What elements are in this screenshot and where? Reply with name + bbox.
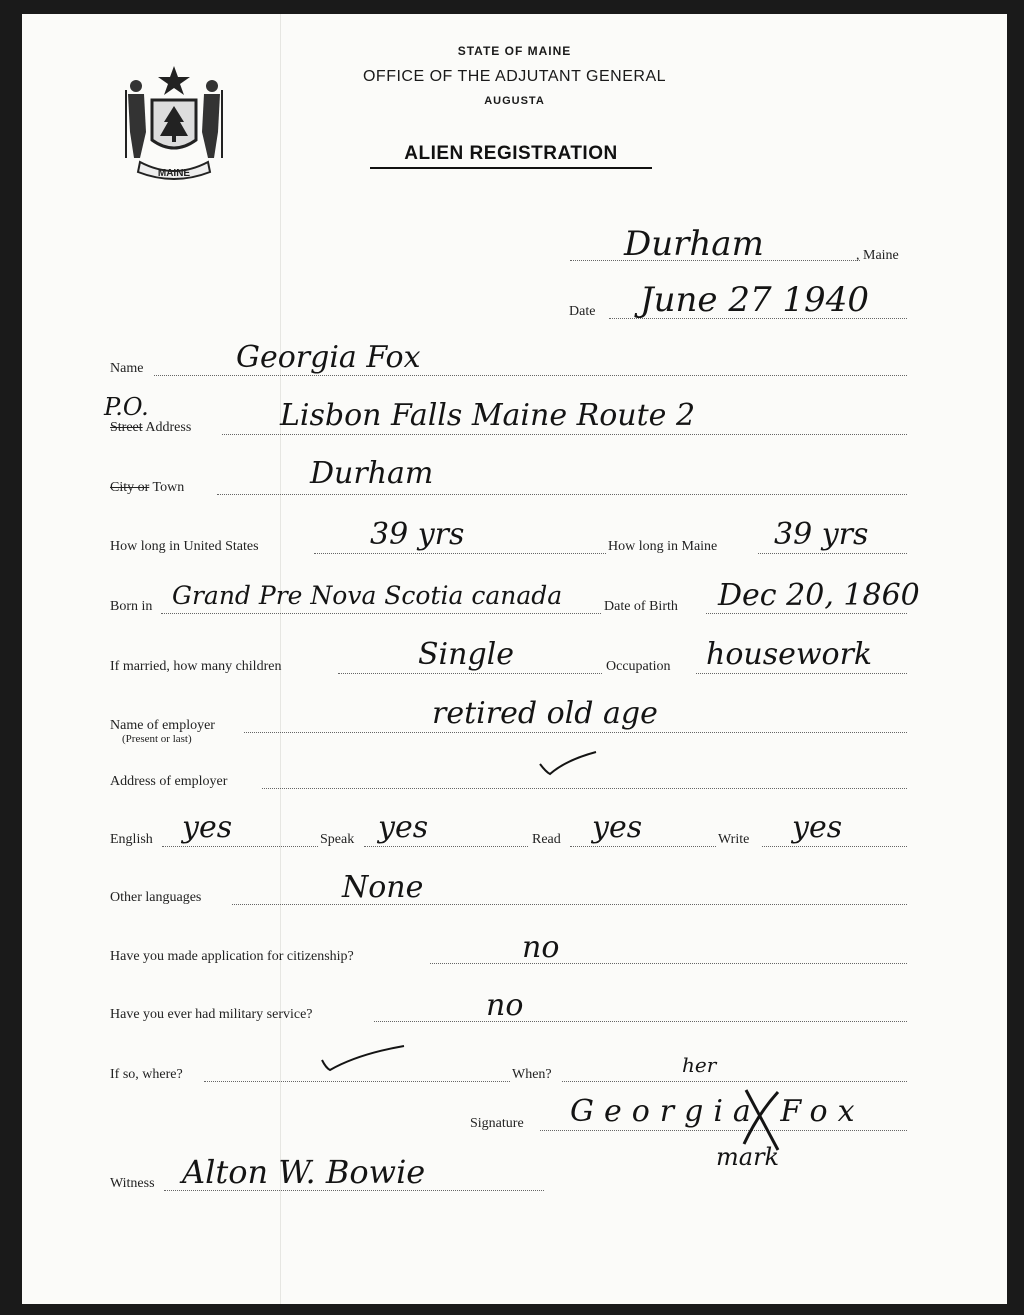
- where-line: [204, 1081, 510, 1082]
- occupation-value: housework: [706, 637, 873, 672]
- date-value: June 27 1940: [640, 280, 869, 320]
- other-languages-label: Other languages: [110, 890, 202, 905]
- state-heading: STATE OF MAINE: [457, 44, 572, 58]
- office-heading: OFFICE OF THE ADJUTANT GENERAL: [362, 68, 667, 85]
- citizenship-value: no: [522, 930, 560, 965]
- town-value: Durham: [310, 456, 434, 491]
- town-label-text: Town: [152, 480, 185, 495]
- when-label: When?: [512, 1067, 552, 1082]
- read-value: yes: [592, 810, 643, 845]
- date-label: Date: [569, 304, 596, 319]
- children-value: Single: [418, 637, 515, 672]
- address-prefix: P.O.: [104, 393, 149, 421]
- signature-label: Signature: [470, 1116, 524, 1131]
- read-label: Read: [532, 832, 561, 847]
- occupation-line: [696, 673, 907, 674]
- military-line: [374, 1021, 907, 1022]
- town-line: [217, 494, 907, 495]
- citizenship-line: [430, 963, 907, 964]
- english-value: yes: [182, 810, 233, 845]
- location-value: Durham: [624, 224, 764, 264]
- signature-line: [540, 1130, 907, 1131]
- write-label: Write: [718, 832, 750, 847]
- maine-duration-value: 39 yrs: [774, 517, 869, 552]
- struck-city: City or: [110, 480, 150, 495]
- where-label: If so, where?: [110, 1067, 183, 1082]
- english-line: [162, 846, 318, 847]
- english-label: English: [110, 832, 153, 847]
- name-value: Georgia Fox: [236, 340, 421, 375]
- dob-line: [706, 613, 907, 614]
- check-mark-icon: [318, 1044, 408, 1074]
- address-label-text: Address: [145, 420, 192, 435]
- other-languages-value: None: [342, 870, 424, 905]
- us-duration-line: [314, 553, 606, 554]
- born-line: [161, 613, 601, 614]
- born-label: Born in: [110, 599, 153, 614]
- military-value: no: [486, 988, 524, 1023]
- write-value: yes: [792, 810, 843, 845]
- employer-address-label: Address of employer: [110, 774, 228, 789]
- signature-note-below: mark: [716, 1143, 780, 1171]
- read-line: [570, 846, 716, 847]
- name-line: [154, 375, 907, 376]
- write-line: [762, 846, 907, 847]
- speak-label: Speak: [320, 832, 355, 847]
- employer-label: Name of employer: [110, 718, 215, 733]
- us-duration-label: How long in United States: [110, 539, 259, 554]
- born-value: Grand Pre Nova Scotia canada: [172, 581, 563, 610]
- other-languages-line: [232, 904, 907, 905]
- military-label: Have you ever had military service?: [110, 1007, 313, 1022]
- city-heading: AUGUSTA: [484, 95, 545, 107]
- employer-line: [244, 732, 907, 733]
- employer-sublabel: (Present or last): [122, 733, 192, 745]
- us-duration-value: 39 yrs: [370, 517, 465, 552]
- address-value: Lisbon Falls Maine Route 2: [280, 398, 696, 433]
- children-label: If married, how many children: [110, 659, 282, 674]
- form-title: ALIEN REGISTRATION: [370, 143, 652, 169]
- dob-label: Date of Birth: [604, 599, 678, 614]
- employer-address-line: [262, 788, 907, 789]
- children-line: [338, 673, 602, 674]
- witness-label: Witness: [110, 1176, 155, 1191]
- when-line: [562, 1081, 907, 1082]
- maine-duration-label: How long in Maine: [608, 539, 718, 554]
- employer-value: retired old age: [432, 696, 658, 731]
- location-suffix: , Maine: [856, 248, 899, 263]
- occupation-label: Occupation: [606, 659, 671, 674]
- town-label: [110, 480, 184, 496]
- address-line: [222, 434, 907, 435]
- name-label: Name: [110, 361, 144, 376]
- speak-value: yes: [378, 810, 429, 845]
- maine-duration-line: [758, 553, 907, 554]
- witness-value: Alton W. Bowie: [182, 1153, 426, 1191]
- dob-value: Dec 20, 1860: [718, 578, 920, 613]
- struck-street: Street: [110, 420, 143, 435]
- address-label: [110, 420, 191, 436]
- signature-value: Georgia Fox: [570, 1094, 865, 1129]
- speak-line: [364, 846, 528, 847]
- seal-ribbon-text: MAINE: [157, 168, 191, 179]
- signature-note-above: her: [682, 1053, 717, 1077]
- registration-form: [22, 14, 1007, 1304]
- citizenship-label: Have you made application for citizenship?: [110, 949, 354, 964]
- check-mark-icon: [536, 750, 600, 778]
